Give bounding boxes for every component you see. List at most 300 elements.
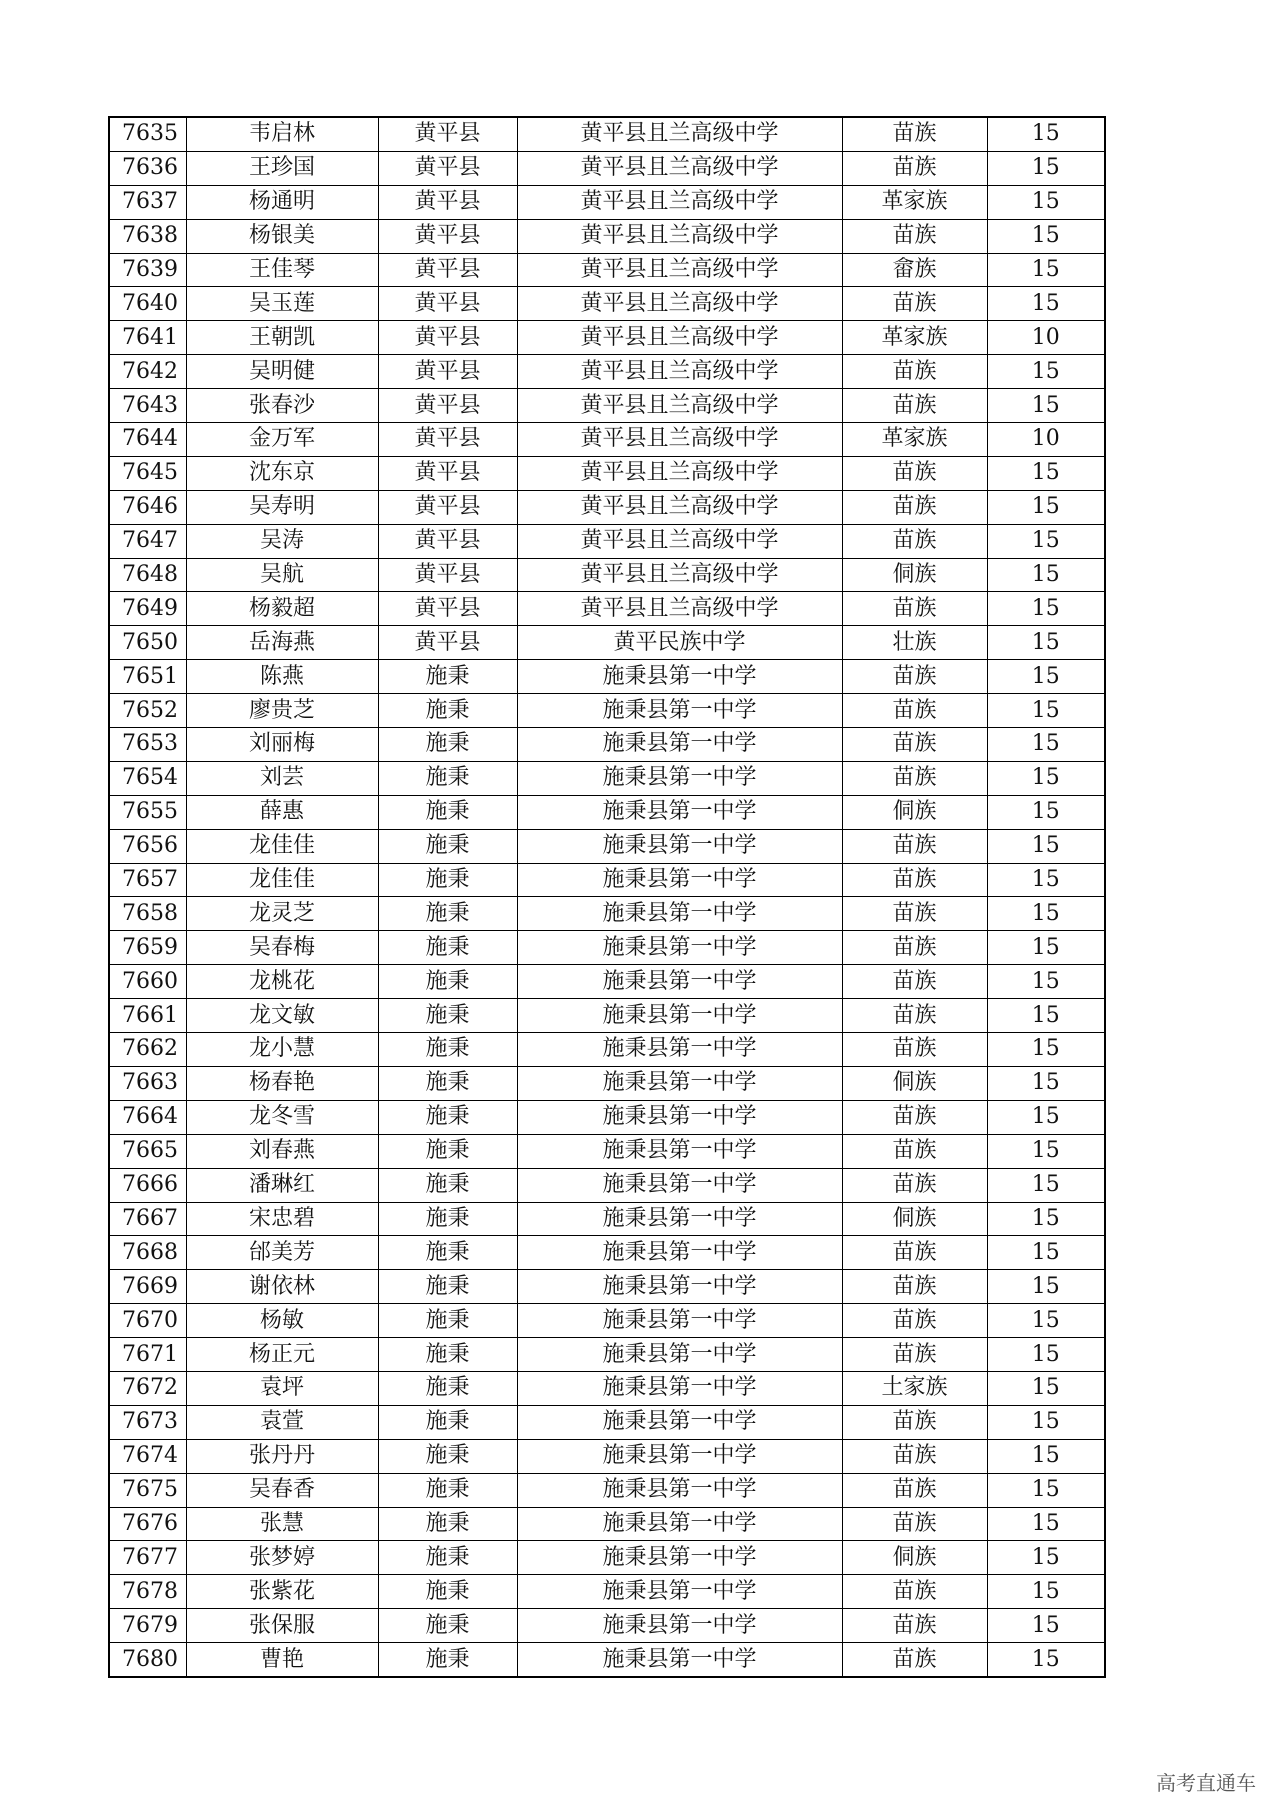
cell-score: 15 bbox=[987, 389, 1105, 423]
cell-id: 7647 bbox=[109, 524, 186, 558]
cell-name: 张丹丹 bbox=[186, 1439, 378, 1473]
table-row bbox=[109, 151, 1105, 185]
cell-school: 施秉县第一中学 bbox=[517, 761, 842, 795]
cell-name: 沈东京 bbox=[186, 456, 378, 490]
cell-id: 7664 bbox=[109, 1100, 186, 1134]
table-row bbox=[109, 1338, 1105, 1372]
cell-id: 7635 bbox=[109, 117, 186, 151]
cell-ethnicity: 革家族 bbox=[842, 423, 987, 457]
cell-name: 张紫花 bbox=[186, 1575, 378, 1609]
cell-school: 黄平县且兰高级中学 bbox=[517, 524, 842, 558]
cell-id: 7657 bbox=[109, 863, 186, 897]
cell-id: 7678 bbox=[109, 1575, 186, 1609]
cell-score: 15 bbox=[987, 1304, 1105, 1338]
cell-id: 7665 bbox=[109, 1134, 186, 1168]
cell-school: 施秉县第一中学 bbox=[517, 1338, 842, 1372]
cell-ethnicity: 苗族 bbox=[842, 1643, 987, 1677]
cell-score: 15 bbox=[987, 863, 1105, 897]
cell-school: 黄平县且兰高级中学 bbox=[517, 423, 842, 457]
cell-county: 施秉 bbox=[378, 999, 517, 1033]
table-row bbox=[109, 389, 1105, 423]
cell-ethnicity: 苗族 bbox=[842, 117, 987, 151]
cell-school: 施秉县第一中学 bbox=[517, 1066, 842, 1100]
cell-ethnicity: 侗族 bbox=[842, 558, 987, 592]
cell-name: 吴春香 bbox=[186, 1473, 378, 1507]
cell-school: 施秉县第一中学 bbox=[517, 1541, 842, 1575]
table-row bbox=[109, 1371, 1105, 1405]
cell-score: 15 bbox=[987, 592, 1105, 626]
cell-id: 7646 bbox=[109, 490, 186, 524]
table-row bbox=[109, 1405, 1105, 1439]
cell-county: 施秉 bbox=[378, 1033, 517, 1067]
cell-score: 15 bbox=[987, 1439, 1105, 1473]
cell-score: 15 bbox=[987, 1100, 1105, 1134]
cell-name: 廖贵芝 bbox=[186, 694, 378, 728]
cell-name: 陈燕 bbox=[186, 660, 378, 694]
cell-ethnicity: 土家族 bbox=[842, 1371, 987, 1405]
cell-county: 施秉 bbox=[378, 1168, 517, 1202]
table-row bbox=[109, 1168, 1105, 1202]
table-row bbox=[109, 592, 1105, 626]
cell-name: 张慧 bbox=[186, 1507, 378, 1541]
cell-county: 黄平县 bbox=[378, 355, 517, 389]
cell-id: 7655 bbox=[109, 795, 186, 829]
cell-county: 黄平县 bbox=[378, 490, 517, 524]
cell-name: 潘琳红 bbox=[186, 1168, 378, 1202]
cell-school: 施秉县第一中学 bbox=[517, 897, 842, 931]
cell-score: 15 bbox=[987, 1338, 1105, 1372]
cell-ethnicity: 苗族 bbox=[842, 897, 987, 931]
table-row bbox=[109, 253, 1105, 287]
cell-county: 黄平县 bbox=[378, 456, 517, 490]
cell-score: 15 bbox=[987, 185, 1105, 219]
cell-name: 吴玉莲 bbox=[186, 287, 378, 321]
cell-score: 15 bbox=[987, 728, 1105, 762]
cell-score: 15 bbox=[987, 117, 1105, 151]
table-row bbox=[109, 558, 1105, 592]
cell-id: 7651 bbox=[109, 660, 186, 694]
cell-score: 10 bbox=[987, 423, 1105, 457]
cell-score: 15 bbox=[987, 1202, 1105, 1236]
table-row bbox=[109, 1100, 1105, 1134]
cell-name: 龙佳佳 bbox=[186, 829, 378, 863]
cell-id: 7639 bbox=[109, 253, 186, 287]
cell-school: 施秉县第一中学 bbox=[517, 728, 842, 762]
table-row bbox=[109, 1134, 1105, 1168]
cell-id: 7640 bbox=[109, 287, 186, 321]
cell-school: 施秉县第一中学 bbox=[517, 1168, 842, 1202]
cell-id: 7653 bbox=[109, 728, 186, 762]
cell-school: 黄平县且兰高级中学 bbox=[517, 490, 842, 524]
cell-school: 施秉县第一中学 bbox=[517, 1134, 842, 1168]
cell-id: 7643 bbox=[109, 389, 186, 423]
table-row bbox=[109, 219, 1105, 253]
cell-ethnicity: 侗族 bbox=[842, 1202, 987, 1236]
cell-score: 15 bbox=[987, 761, 1105, 795]
cell-county: 黄平县 bbox=[378, 626, 517, 660]
cell-score: 15 bbox=[987, 829, 1105, 863]
cell-school: 施秉县第一中学 bbox=[517, 795, 842, 829]
cell-ethnicity: 畲族 bbox=[842, 253, 987, 287]
table-row bbox=[109, 456, 1105, 490]
cell-score: 15 bbox=[987, 931, 1105, 965]
cell-id: 7670 bbox=[109, 1304, 186, 1338]
cell-county: 施秉 bbox=[378, 1338, 517, 1372]
table-row bbox=[109, 1270, 1105, 1304]
table-row bbox=[109, 1202, 1105, 1236]
cell-name: 吴寿明 bbox=[186, 490, 378, 524]
cell-id: 7676 bbox=[109, 1507, 186, 1541]
cell-county: 施秉 bbox=[378, 795, 517, 829]
cell-ethnicity: 苗族 bbox=[842, 219, 987, 253]
cell-county: 黄平县 bbox=[378, 287, 517, 321]
cell-ethnicity: 苗族 bbox=[842, 829, 987, 863]
cell-score: 10 bbox=[987, 321, 1105, 355]
cell-county: 施秉 bbox=[378, 1134, 517, 1168]
cell-ethnicity: 苗族 bbox=[842, 1405, 987, 1439]
table-row bbox=[109, 490, 1105, 524]
cell-score: 15 bbox=[987, 558, 1105, 592]
cell-id: 7666 bbox=[109, 1168, 186, 1202]
cell-ethnicity: 苗族 bbox=[842, 592, 987, 626]
cell-ethnicity: 苗族 bbox=[842, 151, 987, 185]
table-row bbox=[109, 931, 1105, 965]
cell-county: 黄平县 bbox=[378, 253, 517, 287]
cell-id: 7677 bbox=[109, 1541, 186, 1575]
cell-ethnicity: 苗族 bbox=[842, 660, 987, 694]
table-row bbox=[109, 355, 1105, 389]
cell-county: 黄平县 bbox=[378, 524, 517, 558]
cell-score: 15 bbox=[987, 490, 1105, 524]
table-row bbox=[109, 321, 1105, 355]
cell-school: 施秉县第一中学 bbox=[517, 1270, 842, 1304]
table-row bbox=[109, 1439, 1105, 1473]
cell-score: 15 bbox=[987, 999, 1105, 1033]
cell-score: 15 bbox=[987, 287, 1105, 321]
cell-name: 龙佳佳 bbox=[186, 863, 378, 897]
cell-school: 施秉县第一中学 bbox=[517, 1202, 842, 1236]
cell-id: 7669 bbox=[109, 1270, 186, 1304]
cell-county: 施秉 bbox=[378, 1304, 517, 1338]
cell-ethnicity: 苗族 bbox=[842, 694, 987, 728]
cell-ethnicity: 革家族 bbox=[842, 321, 987, 355]
cell-score: 15 bbox=[987, 151, 1105, 185]
cell-county: 施秉 bbox=[378, 1643, 517, 1677]
cell-score: 15 bbox=[987, 1609, 1105, 1643]
cell-score: 15 bbox=[987, 1507, 1105, 1541]
cell-id: 7660 bbox=[109, 965, 186, 999]
cell-school: 施秉县第一中学 bbox=[517, 1473, 842, 1507]
cell-score: 15 bbox=[987, 219, 1105, 253]
cell-county: 黄平县 bbox=[378, 592, 517, 626]
cell-county: 施秉 bbox=[378, 1609, 517, 1643]
cell-county: 施秉 bbox=[378, 1575, 517, 1609]
cell-id: 7674 bbox=[109, 1439, 186, 1473]
cell-school: 黄平县且兰高级中学 bbox=[517, 558, 842, 592]
cell-school: 施秉县第一中学 bbox=[517, 1575, 842, 1609]
cell-score: 15 bbox=[987, 1033, 1105, 1067]
cell-county: 施秉 bbox=[378, 931, 517, 965]
cell-county: 黄平县 bbox=[378, 389, 517, 423]
cell-school: 黄平县且兰高级中学 bbox=[517, 592, 842, 626]
table-row bbox=[109, 185, 1105, 219]
cell-name: 王珍国 bbox=[186, 151, 378, 185]
cell-ethnicity: 苗族 bbox=[842, 931, 987, 965]
cell-county: 施秉 bbox=[378, 660, 517, 694]
cell-id: 7667 bbox=[109, 1202, 186, 1236]
cell-ethnicity: 苗族 bbox=[842, 355, 987, 389]
cell-school: 施秉县第一中学 bbox=[517, 1304, 842, 1338]
cell-ethnicity: 壮族 bbox=[842, 626, 987, 660]
watermark-text: 高考直通车 bbox=[1156, 1771, 1256, 1795]
cell-ethnicity: 苗族 bbox=[842, 1304, 987, 1338]
table-row bbox=[109, 761, 1105, 795]
cell-school: 黄平民族中学 bbox=[517, 626, 842, 660]
cell-county: 黄平县 bbox=[378, 151, 517, 185]
cell-score: 15 bbox=[987, 965, 1105, 999]
cell-school: 施秉县第一中学 bbox=[517, 863, 842, 897]
cell-school: 施秉县第一中学 bbox=[517, 999, 842, 1033]
cell-name: 吴明健 bbox=[186, 355, 378, 389]
cell-score: 15 bbox=[987, 456, 1105, 490]
cell-id: 7645 bbox=[109, 456, 186, 490]
cell-school: 黄平县且兰高级中学 bbox=[517, 185, 842, 219]
cell-county: 施秉 bbox=[378, 728, 517, 762]
cell-name: 金万军 bbox=[186, 423, 378, 457]
cell-ethnicity: 苗族 bbox=[842, 1609, 987, 1643]
cell-school: 施秉县第一中学 bbox=[517, 1507, 842, 1541]
cell-ethnicity: 苗族 bbox=[842, 524, 987, 558]
cell-id: 7637 bbox=[109, 185, 186, 219]
cell-score: 15 bbox=[987, 660, 1105, 694]
cell-name: 杨通明 bbox=[186, 185, 378, 219]
cell-score: 15 bbox=[987, 1473, 1105, 1507]
cell-id: 7650 bbox=[109, 626, 186, 660]
table-row bbox=[109, 1609, 1105, 1643]
cell-county: 施秉 bbox=[378, 1066, 517, 1100]
cell-score: 15 bbox=[987, 1541, 1105, 1575]
cell-name: 张梦婷 bbox=[186, 1541, 378, 1575]
cell-score: 15 bbox=[987, 1575, 1105, 1609]
cell-id: 7673 bbox=[109, 1405, 186, 1439]
cell-ethnicity: 苗族 bbox=[842, 728, 987, 762]
cell-id: 7638 bbox=[109, 219, 186, 253]
table-row bbox=[109, 1236, 1105, 1270]
cell-ethnicity: 苗族 bbox=[842, 287, 987, 321]
cell-ethnicity: 苗族 bbox=[842, 761, 987, 795]
cell-name: 吴春梅 bbox=[186, 931, 378, 965]
cell-name: 刘芸 bbox=[186, 761, 378, 795]
cell-name: 杨银美 bbox=[186, 219, 378, 253]
cell-ethnicity: 苗族 bbox=[842, 1236, 987, 1270]
cell-ethnicity: 苗族 bbox=[842, 965, 987, 999]
cell-id: 7648 bbox=[109, 558, 186, 592]
cell-score: 15 bbox=[987, 1270, 1105, 1304]
cell-id: 7661 bbox=[109, 999, 186, 1033]
cell-school: 施秉县第一中学 bbox=[517, 829, 842, 863]
table-row bbox=[109, 1643, 1105, 1677]
cell-ethnicity: 侗族 bbox=[842, 1066, 987, 1100]
cell-school: 黄平县且兰高级中学 bbox=[517, 219, 842, 253]
cell-name: 岳海燕 bbox=[186, 626, 378, 660]
cell-school: 施秉县第一中学 bbox=[517, 1371, 842, 1405]
cell-school: 施秉县第一中学 bbox=[517, 931, 842, 965]
table-row bbox=[109, 287, 1105, 321]
cell-ethnicity: 苗族 bbox=[842, 1507, 987, 1541]
cell-county: 施秉 bbox=[378, 829, 517, 863]
cell-school: 黄平县且兰高级中学 bbox=[517, 117, 842, 151]
cell-ethnicity: 苗族 bbox=[842, 999, 987, 1033]
cell-ethnicity: 苗族 bbox=[842, 1270, 987, 1304]
cell-ethnicity: 侗族 bbox=[842, 795, 987, 829]
cell-county: 施秉 bbox=[378, 761, 517, 795]
cell-name: 杨毅超 bbox=[186, 592, 378, 626]
cell-id: 7662 bbox=[109, 1033, 186, 1067]
table-row bbox=[109, 117, 1105, 151]
cell-name: 杨敏 bbox=[186, 1304, 378, 1338]
cell-school: 施秉县第一中学 bbox=[517, 965, 842, 999]
cell-ethnicity: 苗族 bbox=[842, 1338, 987, 1372]
cell-name: 邰美芳 bbox=[186, 1236, 378, 1270]
cell-name: 王朝凯 bbox=[186, 321, 378, 355]
table-row bbox=[109, 863, 1105, 897]
table-row bbox=[109, 1066, 1105, 1100]
cell-score: 15 bbox=[987, 1371, 1105, 1405]
cell-name: 龙文敏 bbox=[186, 999, 378, 1033]
roster-body bbox=[109, 117, 1105, 1677]
cell-county: 施秉 bbox=[378, 965, 517, 999]
table-row bbox=[109, 829, 1105, 863]
cell-name: 谢依林 bbox=[186, 1270, 378, 1304]
cell-id: 7636 bbox=[109, 151, 186, 185]
cell-score: 15 bbox=[987, 897, 1105, 931]
cell-id: 7652 bbox=[109, 694, 186, 728]
cell-county: 施秉 bbox=[378, 1371, 517, 1405]
cell-score: 15 bbox=[987, 524, 1105, 558]
cell-name: 龙小慧 bbox=[186, 1033, 378, 1067]
cell-score: 15 bbox=[987, 253, 1105, 287]
cell-county: 施秉 bbox=[378, 1507, 517, 1541]
cell-id: 7642 bbox=[109, 355, 186, 389]
cell-school: 黄平县且兰高级中学 bbox=[517, 321, 842, 355]
cell-school: 黄平县且兰高级中学 bbox=[517, 389, 842, 423]
cell-name: 韦启林 bbox=[186, 117, 378, 151]
table-row bbox=[109, 1541, 1105, 1575]
cell-id: 7656 bbox=[109, 829, 186, 863]
table-row bbox=[109, 1304, 1105, 1338]
table-row bbox=[109, 660, 1105, 694]
table-row bbox=[109, 1473, 1105, 1507]
table-row bbox=[109, 694, 1105, 728]
cell-county: 黄平县 bbox=[378, 219, 517, 253]
cell-score: 15 bbox=[987, 1066, 1105, 1100]
cell-county: 施秉 bbox=[378, 1202, 517, 1236]
cell-ethnicity: 苗族 bbox=[842, 1439, 987, 1473]
cell-name: 吴涛 bbox=[186, 524, 378, 558]
cell-county: 施秉 bbox=[378, 1270, 517, 1304]
cell-score: 15 bbox=[987, 1134, 1105, 1168]
cell-name: 王佳琴 bbox=[186, 253, 378, 287]
cell-name: 刘春燕 bbox=[186, 1134, 378, 1168]
cell-id: 7679 bbox=[109, 1609, 186, 1643]
table-row bbox=[109, 423, 1105, 457]
cell-name: 袁萱 bbox=[186, 1405, 378, 1439]
cell-score: 15 bbox=[987, 1236, 1105, 1270]
cell-name: 袁坪 bbox=[186, 1371, 378, 1405]
cell-county: 施秉 bbox=[378, 1439, 517, 1473]
cell-ethnicity: 苗族 bbox=[842, 1473, 987, 1507]
cell-id: 7649 bbox=[109, 592, 186, 626]
cell-school: 施秉县第一中学 bbox=[517, 694, 842, 728]
cell-school: 黄平县且兰高级中学 bbox=[517, 253, 842, 287]
cell-id: 7675 bbox=[109, 1473, 186, 1507]
cell-id: 7659 bbox=[109, 931, 186, 965]
table-row bbox=[109, 1575, 1105, 1609]
cell-county: 黄平县 bbox=[378, 321, 517, 355]
cell-name: 龙灵芝 bbox=[186, 897, 378, 931]
cell-name: 曹艳 bbox=[186, 1643, 378, 1677]
table-row bbox=[109, 897, 1105, 931]
cell-id: 7680 bbox=[109, 1643, 186, 1677]
cell-school: 施秉县第一中学 bbox=[517, 1609, 842, 1643]
cell-ethnicity: 革家族 bbox=[842, 185, 987, 219]
cell-school: 施秉县第一中学 bbox=[517, 1236, 842, 1270]
cell-name: 宋忠碧 bbox=[186, 1202, 378, 1236]
cell-id: 7644 bbox=[109, 423, 186, 457]
cell-county: 黄平县 bbox=[378, 185, 517, 219]
table-row bbox=[109, 1033, 1105, 1067]
cell-name: 龙桃花 bbox=[186, 965, 378, 999]
cell-name: 吴航 bbox=[186, 558, 378, 592]
cell-ethnicity: 苗族 bbox=[842, 389, 987, 423]
cell-county: 施秉 bbox=[378, 1405, 517, 1439]
cell-ethnicity: 苗族 bbox=[842, 1168, 987, 1202]
cell-school: 施秉县第一中学 bbox=[517, 1100, 842, 1134]
cell-ethnicity: 苗族 bbox=[842, 863, 987, 897]
cell-name: 张春沙 bbox=[186, 389, 378, 423]
cell-county: 施秉 bbox=[378, 1541, 517, 1575]
cell-id: 7658 bbox=[109, 897, 186, 931]
cell-county: 施秉 bbox=[378, 1100, 517, 1134]
cell-name: 薛惠 bbox=[186, 795, 378, 829]
cell-county: 施秉 bbox=[378, 694, 517, 728]
table-row bbox=[109, 795, 1105, 829]
cell-score: 15 bbox=[987, 795, 1105, 829]
cell-ethnicity: 苗族 bbox=[842, 1033, 987, 1067]
cell-school: 施秉县第一中学 bbox=[517, 660, 842, 694]
cell-school: 黄平县且兰高级中学 bbox=[517, 151, 842, 185]
cell-school: 黄平县且兰高级中学 bbox=[517, 287, 842, 321]
cell-name: 杨正元 bbox=[186, 1338, 378, 1372]
cell-school: 施秉县第一中学 bbox=[517, 1643, 842, 1677]
cell-school: 施秉县第一中学 bbox=[517, 1033, 842, 1067]
cell-ethnicity: 苗族 bbox=[842, 1134, 987, 1168]
roster-table bbox=[108, 116, 1106, 1678]
cell-score: 15 bbox=[987, 626, 1105, 660]
cell-county: 施秉 bbox=[378, 1236, 517, 1270]
cell-ethnicity: 苗族 bbox=[842, 1575, 987, 1609]
table-row bbox=[109, 524, 1105, 558]
cell-county: 黄平县 bbox=[378, 423, 517, 457]
cell-id: 7641 bbox=[109, 321, 186, 355]
cell-ethnicity: 苗族 bbox=[842, 490, 987, 524]
cell-school: 黄平县且兰高级中学 bbox=[517, 456, 842, 490]
cell-id: 7654 bbox=[109, 761, 186, 795]
table-row bbox=[109, 965, 1105, 999]
cell-ethnicity: 侗族 bbox=[842, 1541, 987, 1575]
cell-name: 龙冬雪 bbox=[186, 1100, 378, 1134]
cell-id: 7663 bbox=[109, 1066, 186, 1100]
